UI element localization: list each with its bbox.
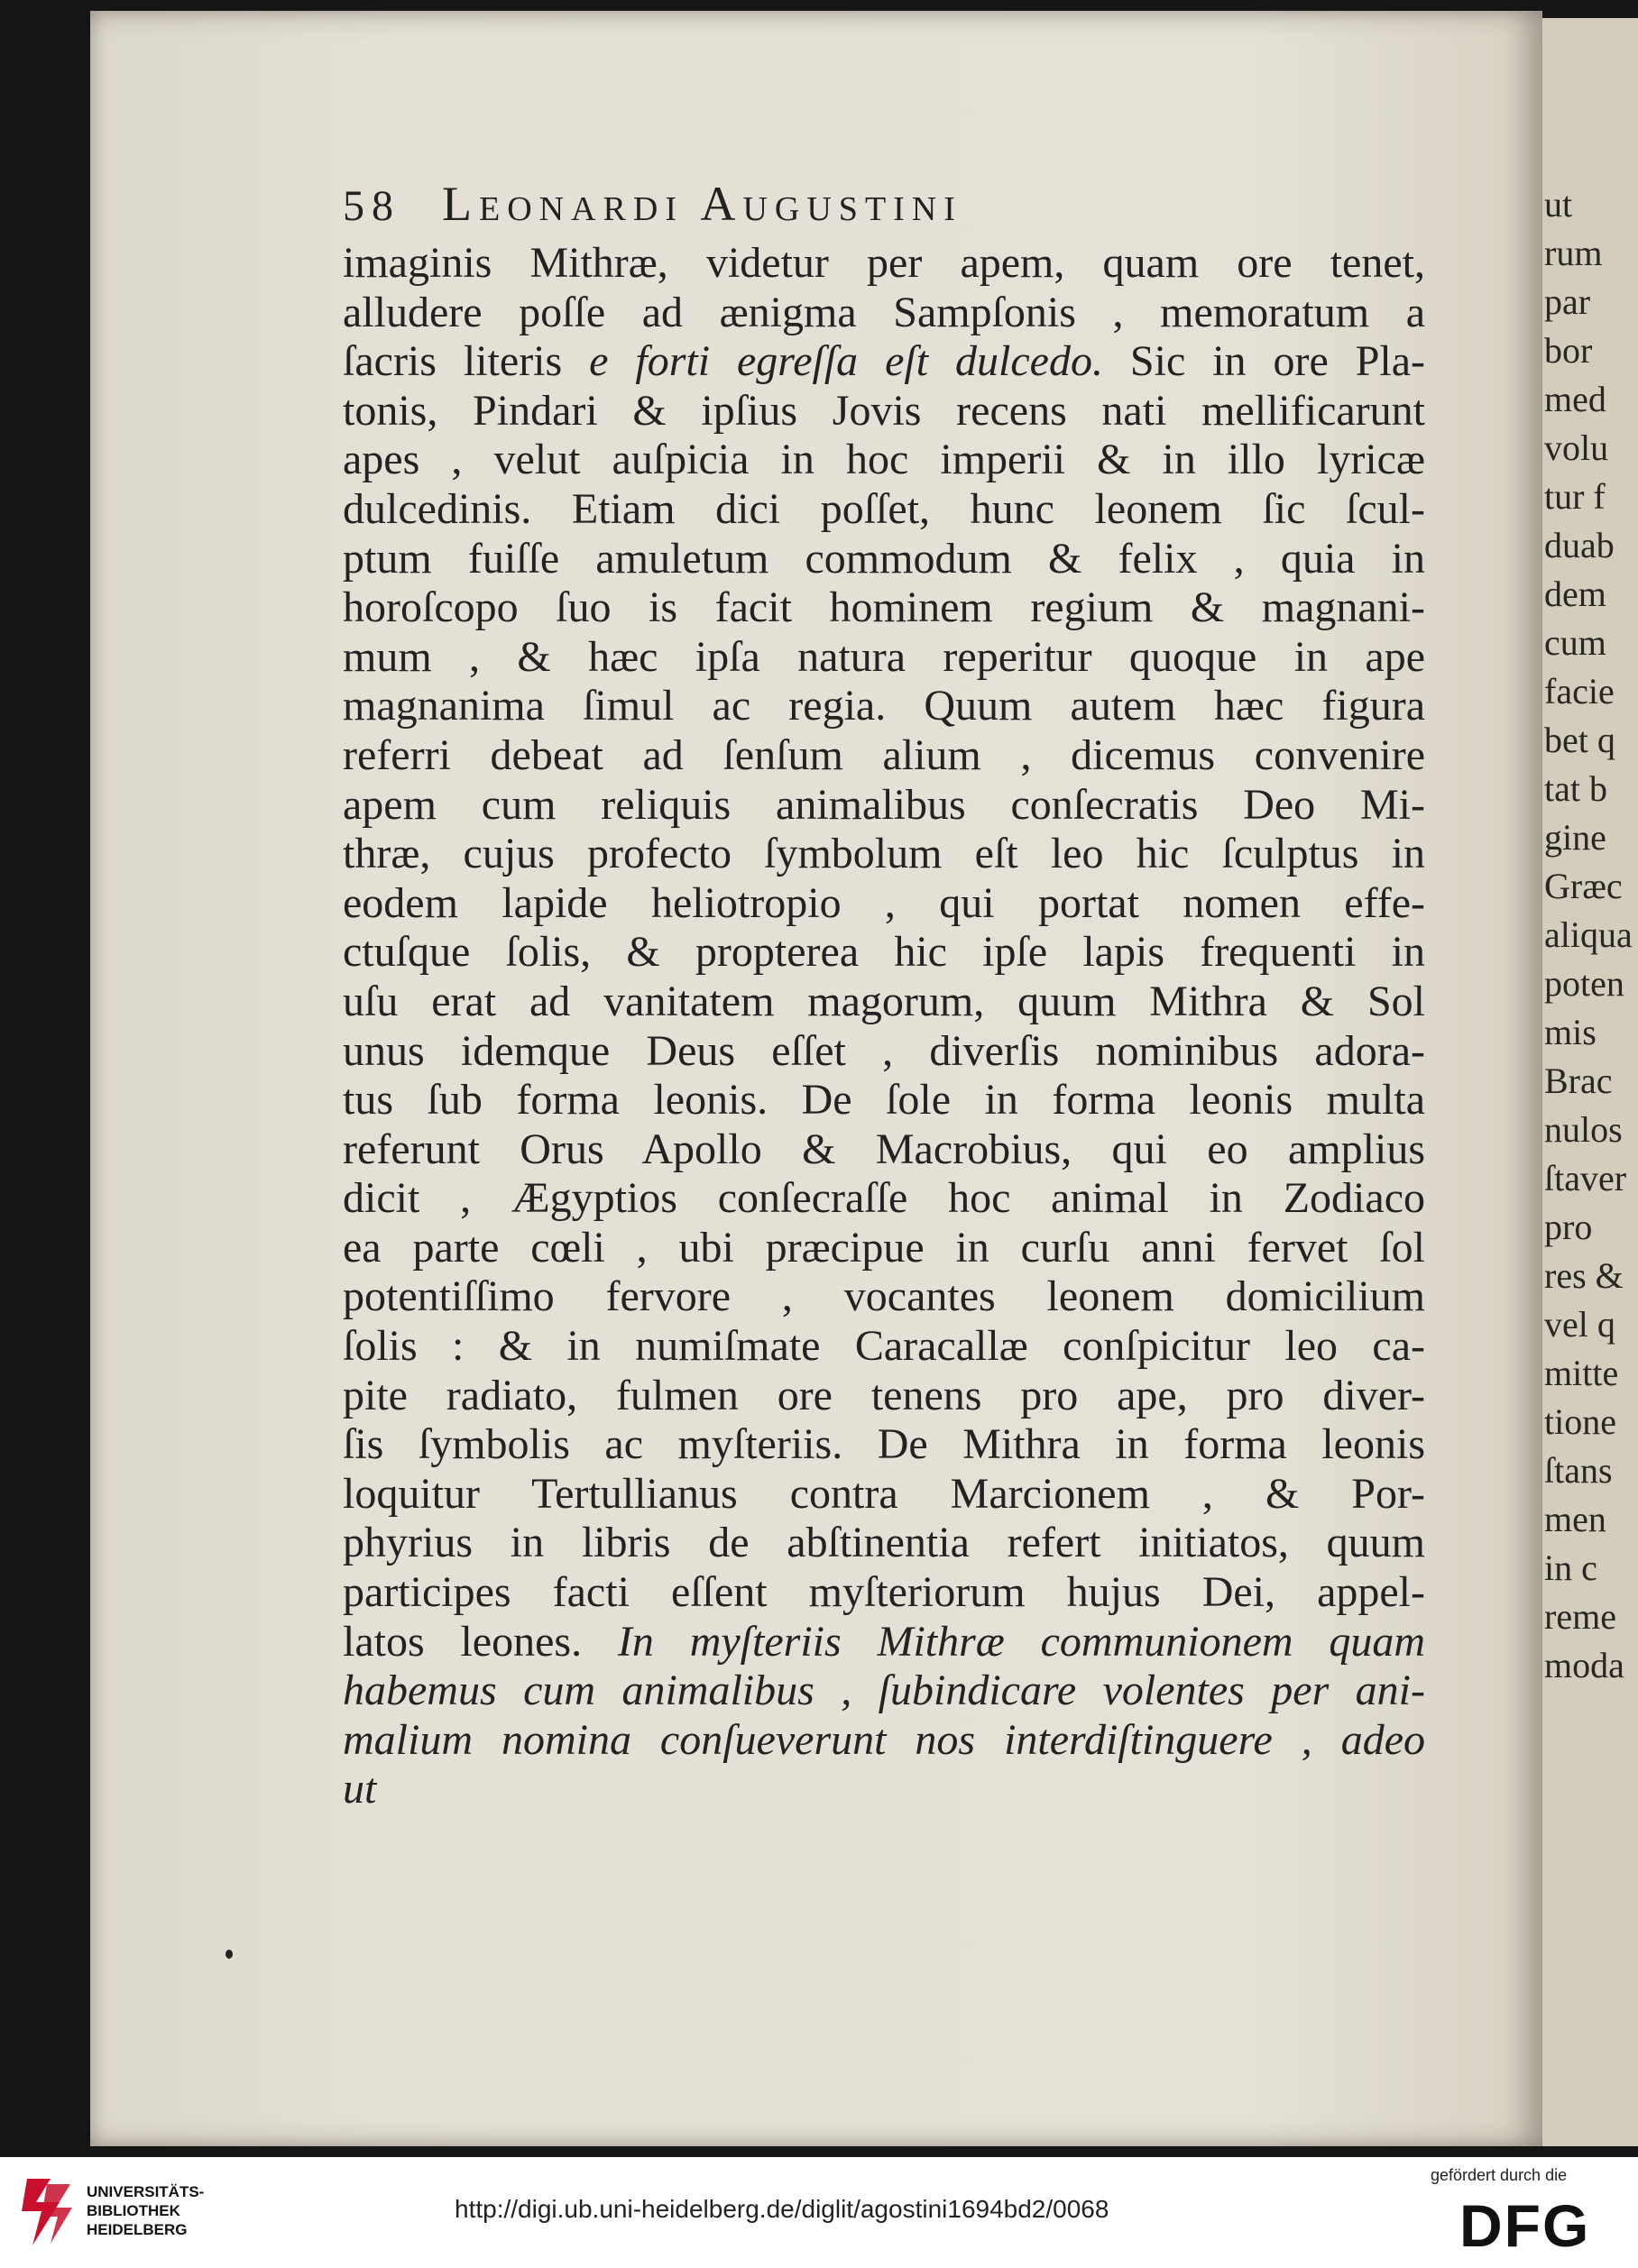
quote-italic: e forti egreſſa eſt dulcedo. — [589, 337, 1103, 386]
text-line: ctuſque ſolis, & propterea hic ipſe lapis frequenti in — [343, 928, 1425, 977]
university-logo-icon — [20, 2175, 74, 2249]
facing-line: tione — [1544, 1401, 1616, 1442]
text-line: ptum fuiſſe amuletum commodum & felix , quia in — [343, 534, 1425, 583]
text-line — [343, 1618, 1425, 1667]
text-line-italic: malium nomina conſueverunt nos interdiſtinguere , adeo — [343, 1715, 1425, 1764]
text-line: tus ſub forma leonis. De ſole in forma leonis multa — [343, 1076, 1425, 1125]
facing-line: bor — [1544, 330, 1593, 371]
facing-line: duab — [1544, 525, 1615, 565]
facing-line: mis — [1544, 1012, 1597, 1052]
catchword: ut — [343, 1765, 377, 1813]
text-line: pite radiato, fulmen ore tenens pro ape, pro diver- — [343, 1371, 1425, 1419]
facing-page-text — [1544, 180, 1638, 1690]
facing-line: volu — [1544, 427, 1609, 468]
facing-line: par — [1544, 281, 1591, 322]
text-line: ſis ſymbolis ac myſteriis. De Mithra in forma leonis — [343, 1420, 1425, 1469]
facing-line: Græc — [1544, 866, 1623, 906]
text-line: apes , velut auſpicia in hoc imperii & in illo lyricæ — [343, 436, 1425, 484]
facing-line: tur f — [1544, 476, 1606, 517]
facing-line: res & — [1544, 1255, 1624, 1296]
facing-line: ſtaver — [1544, 1158, 1627, 1198]
text-line: apem cum reliquis animalibus conſecratis Deo Mi- — [343, 780, 1425, 829]
facing-line: rum — [1544, 233, 1603, 273]
facing-line: reme — [1544, 1596, 1616, 1637]
quote-italic: In myſteriis Mithræ communionem quam — [617, 1617, 1426, 1666]
facing-line: ſtans — [1544, 1450, 1613, 1491]
text-line: referri debeat ad ſenſum alium , dicemus convenire — [343, 730, 1425, 779]
text-line: eodem lapide heliotropio , qui portat nomen effe- — [343, 878, 1425, 927]
facing-line: gine — [1544, 817, 1606, 858]
text-line: potentiſſimo fervore , vocantes leonem domicilium — [343, 1272, 1425, 1321]
facing-line: mitte — [1544, 1353, 1619, 1393]
facing-line: vel q — [1544, 1304, 1615, 1345]
facing-line: cum — [1544, 622, 1606, 663]
facing-line: pro — [1544, 1207, 1593, 1247]
funder-note: gefördert durch die — [1431, 2166, 1568, 2184]
facing-line: men — [1544, 1499, 1606, 1539]
text-line: participes facti eſſent myſteriorum hujus Dei, appel- — [343, 1568, 1425, 1617]
facing-line: tat b — [1544, 768, 1607, 809]
ink-spot — [225, 1950, 233, 1959]
facing-line: nulos — [1544, 1109, 1623, 1150]
text-line: tonis, Pindari & ipſius Jovis recens nati mellificarunt — [343, 386, 1425, 435]
viewer-footer — [0, 2157, 1638, 2268]
facing-line: ut — [1544, 184, 1573, 225]
facing-line: med — [1544, 379, 1606, 419]
text-line — [343, 337, 1425, 387]
page-text — [343, 176, 1425, 1814]
text-line: imaginis Mithræ, videtur per apem, quam ore tenet, — [343, 239, 1425, 287]
permalink-url[interactable]: http://digi.ub.uni-heidelberg.de/diglit/agostini1694bd2/0068 — [455, 2195, 1109, 2223]
library-name: UNIVERSITÄTS- BIBLIOTHEK HEIDELBERG — [87, 2183, 205, 2238]
text-line: ea parte cœli , ubi præcipue in curſu anni fervet ſol — [343, 1223, 1425, 1272]
facing-line: in c — [1544, 1547, 1597, 1588]
line-start: ſacris literis — [343, 337, 563, 386]
page-number: 58 — [343, 182, 400, 230]
text-line: dicit , Ægyptios conſecraſſe hoc animal in Zodiaco — [343, 1174, 1425, 1223]
facing-line: Brac — [1544, 1061, 1613, 1101]
facing-line: dem — [1544, 574, 1606, 614]
body-text — [343, 239, 1425, 1765]
facing-line: moda — [1544, 1645, 1624, 1685]
running-head: Leonardi Augustini — [442, 177, 962, 231]
text-line-italic: habemus cum animalibus , ſubindicare volentes per ani- — [343, 1667, 1425, 1715]
facing-line: facie — [1544, 671, 1615, 712]
text-line: horoſcopo ſuo is facit hominem regium & magnani- — [343, 583, 1425, 632]
facing-line: bet q — [1544, 720, 1615, 760]
text-line: alludere poſſe ad ænigma Sampſonis , memoratum a — [343, 288, 1425, 336]
text-line: unus idemque Deus eſſet , diverſis nominibus adora- — [343, 1026, 1425, 1075]
text-line: uſu erat ad vanitatem magorum, quum Mithra & Sol — [343, 977, 1425, 1025]
text-line: mum , & hæc ipſa natura reperitur quoque in ape — [343, 632, 1425, 681]
text-line: ſolis : & in numiſmate Caracallæ conſpicitur leo ca- — [343, 1322, 1425, 1371]
facing-line: aliqua — [1544, 914, 1633, 955]
dfg-logo: DFG — [1459, 2192, 1591, 2259]
line-start: latos leones. — [343, 1617, 583, 1666]
text-line: referunt Orus Apollo & Macrobius, qui eo amplius — [343, 1125, 1425, 1173]
text-line: phyrius in libris de abſtinentia refert initiatos, quum — [343, 1519, 1425, 1567]
facing-line: poten — [1544, 963, 1624, 1004]
page-header — [343, 176, 1425, 239]
text-line: dulcedinis. Etiam dici poſſet, hunc leonem ſic ſcul- — [343, 484, 1425, 533]
text-line: magnanima ſimul ac regia. Quum autem hæc figura — [343, 682, 1425, 730]
line-end: Sic in ore Pla- — [1129, 337, 1426, 386]
text-line: loquitur Tertullianus contra Marcionem , & Por- — [343, 1469, 1425, 1518]
text-line: thræ, cujus profecto ſymbolum eſt leo hic ſculptus in — [343, 830, 1425, 878]
